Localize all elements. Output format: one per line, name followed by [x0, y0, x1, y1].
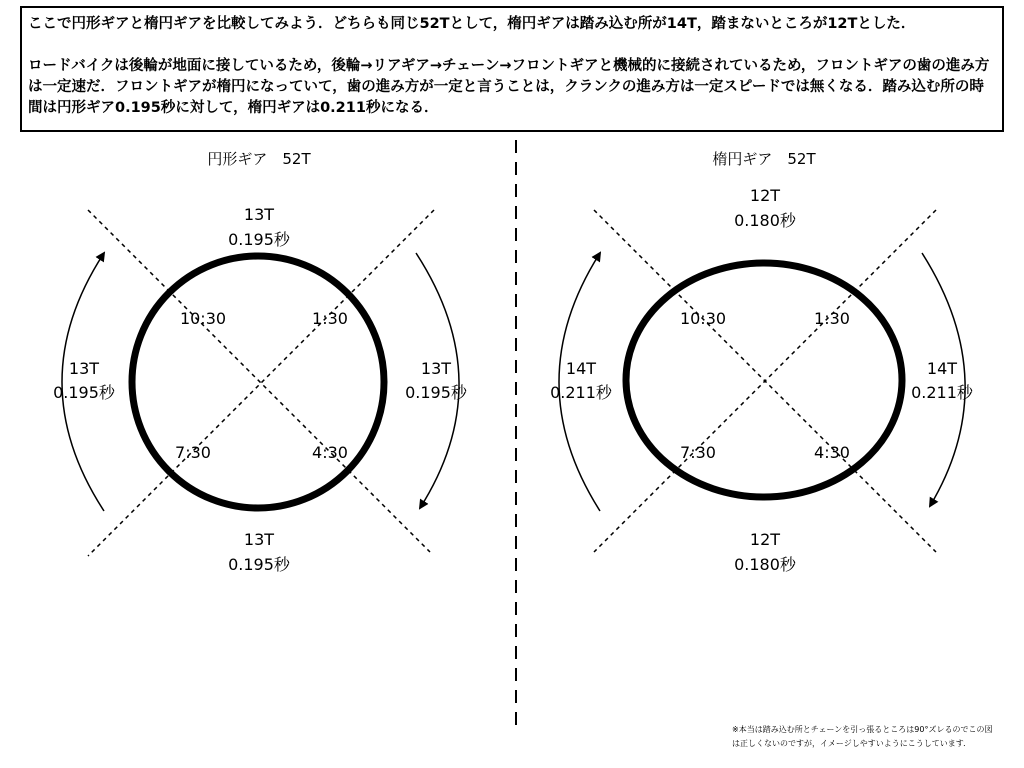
footnote-line-1: ※本当は踏み込む所とチェーンを引っ張るところは90°ズレるのでこの図	[732, 725, 993, 734]
intro-line-1: ここで円形ギアと楕円ギアを比較してみよう．どちらも同じ52Tとして，楕円ギアは踏み込む所が14T，踏まないところが12Tとした．	[28, 16, 916, 32]
footnote-line-2: は正しくないのですが，イメージしやすいようにこうしています．	[732, 739, 972, 748]
clock-label-730: 7:30	[175, 443, 211, 462]
top-segment-time: 0.195秒	[228, 230, 290, 249]
top-segment-teeth: 13T	[243, 205, 275, 224]
right-segment-teeth: 13T	[420, 359, 452, 378]
rotation-arrow-left	[62, 253, 104, 511]
top-segment-time: 0.180秒	[734, 211, 796, 230]
right-segment-time: 0.195秒	[405, 383, 467, 402]
rotation-arrow-right	[416, 253, 459, 508]
diagonal-line-1030-430	[88, 210, 430, 552]
right-segment-teeth: 14T	[926, 359, 958, 378]
left-segment-teeth: 13T	[68, 359, 100, 378]
bottom-segment-time: 0.180秒	[734, 555, 796, 574]
left-segment-time: 0.195秒	[53, 383, 115, 402]
elliptical-gear-title: 楕円ギア 52T	[712, 150, 816, 168]
rotation-arrow-left	[559, 253, 600, 511]
round-gear-circle	[132, 256, 384, 508]
elliptical-gear-panel	[550, 150, 974, 574]
left-segment-teeth: 14T	[565, 359, 597, 378]
clock-label-730: 7:30	[680, 443, 716, 462]
clock-label-430: 4:30	[814, 443, 850, 462]
intro-paragraph-2: ロードバイクは後輪が地面に接しているため，後輪→リアギア→チェーン→フロントギアと機械的に接続されているため，フロントギアの歯の進み方は一定速だ．フロントギアが楕円になっていて，歯の進み方が一定と言うことは，クランクの進み方は一定スピードでは無くなる．踏み込む所の時間は円形ギア0.195秒に対して，楕円ギアは0.211秒になる．	[28, 58, 990, 116]
bottom-segment-time: 0.195秒	[228, 555, 290, 574]
clock-label-430: 4:30	[312, 443, 348, 462]
clock-label-130: 1:30	[312, 309, 348, 328]
clock-label-1030: 10:30	[679, 309, 727, 328]
right-segment-time: 0.211秒	[911, 383, 973, 402]
clock-label-130: 1:30	[814, 309, 850, 328]
bottom-segment-teeth: 13T	[243, 530, 275, 549]
left-segment-time: 0.211秒	[550, 383, 612, 402]
bottom-segment-teeth: 12T	[749, 530, 781, 549]
top-segment-teeth: 12T	[749, 186, 781, 205]
footnote	[732, 723, 1022, 751]
round-gear-panel	[53, 150, 468, 574]
clock-label-1030: 10:30	[179, 309, 227, 328]
rotation-arrow-right	[922, 253, 965, 506]
round-gear-title: 円形ギア 52T	[207, 150, 311, 168]
